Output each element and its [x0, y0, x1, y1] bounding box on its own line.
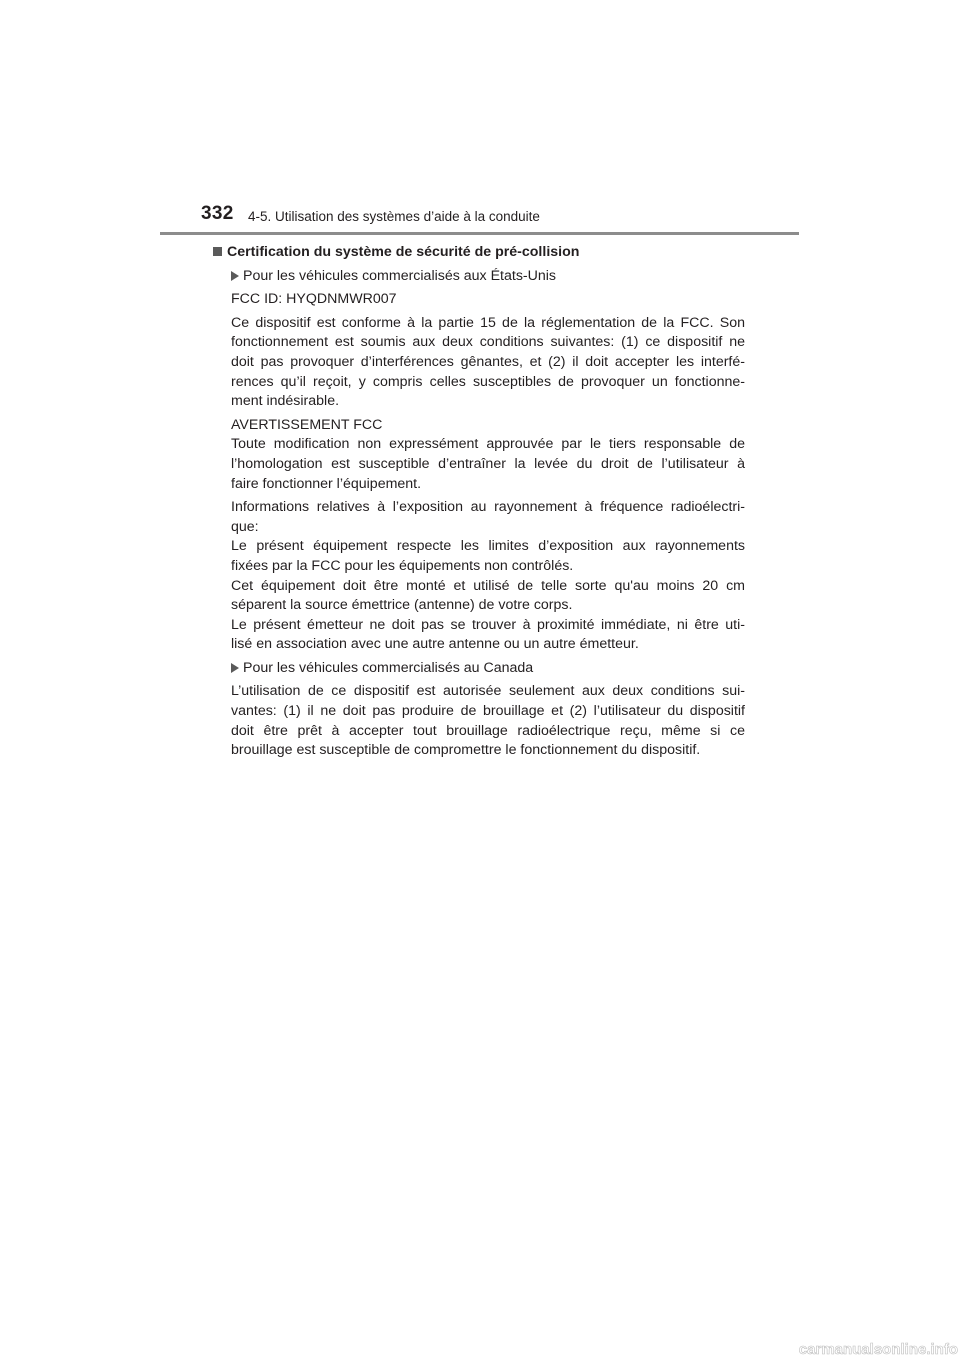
heading-text: Certification du système de sécurité de pré-collision [227, 244, 580, 260]
text-line: Cet équipement doit être monté et utilisé de telle sorte qu'au moins 20 cm [231, 577, 745, 594]
text-line: rences qu’il reçoit, y compris celles susceptibles de provoquer un fonctionne- [231, 373, 745, 390]
us-bullet [231, 267, 745, 287]
text-line: fixées par la FCC pour les équipements non contrôlés. [231, 557, 574, 574]
text-line: séparent la source émettrice (antenne) de votre corps. [231, 597, 573, 614]
fcc-id: FCC ID: HYQDNMWR007 [231, 291, 397, 308]
canada-bullet-text: Pour les véhicules commercialisés au Canada [243, 659, 534, 676]
text-line: brouillage est susceptible de compromettre le fonctionnement du dispositif. [231, 742, 701, 759]
warning-title: AVERTISSEMENT FCC [231, 416, 383, 433]
watermark-text: carmanualsonline.info [798, 1341, 958, 1358]
text-line: l’homologation est susceptible d’entraîner la levée du droit de l’utilisateur à [231, 455, 745, 472]
text-line: Le présent émetteur ne doit pas se trouver à proximité immédiate, ni être uti- [231, 616, 745, 633]
warning-paragraph [231, 416, 745, 494]
text-line: que: [231, 518, 259, 535]
triangle-bullet-icon [231, 663, 239, 673]
section-title: 4-5. Utilisation des systèmes d’aide à la conduite [248, 209, 540, 224]
section-heading [213, 243, 745, 263]
text-line: ment indésirable. [231, 393, 340, 410]
text-line: Le présent équipement respecte les limites d’exposition aux rayonnements [231, 538, 745, 555]
watermark [748, 1340, 960, 1358]
text-line: fonctionnement est soumis aux deux conditions suivantes: (1) ce dispositif ne [231, 334, 745, 351]
text-line: vantes: (1) il ne doit pas produire de brouillage et (2) l’utilisateur du dispositif [231, 703, 745, 720]
text-line: doit être prêt à accepter tout brouillage radioélectrique reçu, même si ce [231, 722, 745, 739]
text-line: faire fonctionner l’équipement. [231, 475, 422, 492]
canada-paragraph [231, 682, 745, 760]
us-block [231, 267, 745, 761]
us-bullet-text: Pour les véhicules commercialisés aux États-Unis [243, 267, 557, 284]
exposure-paragraph [231, 498, 745, 655]
text-line: Informations relatives à l’exposition au rayonnement à fréquence radioélectri- [231, 499, 745, 516]
canada-bullet [231, 659, 745, 679]
text-line: doit pas provoquer d’interférences gênantes, et (2) il doit accepter les interfé- [231, 353, 745, 370]
text-line: L’utilisation de ce dispositif est autorisée seulement aux deux conditions sui- [231, 683, 745, 700]
compliance-paragraph [231, 314, 745, 412]
header-divider [160, 232, 799, 235]
triangle-bullet-icon [231, 271, 239, 281]
square-bullet-icon [213, 247, 222, 256]
page-number: 332 [201, 203, 234, 224]
text-line: Toute modification non expressément approuvée par le tiers responsable de [231, 436, 745, 453]
text-line: lisé en association avec une autre antenne ou un autre émetteur. [231, 636, 639, 653]
page-content [213, 243, 745, 765]
text-line: Ce dispositif est conforme à la partie 15 de la réglementation de la FCC. Son [231, 314, 745, 331]
